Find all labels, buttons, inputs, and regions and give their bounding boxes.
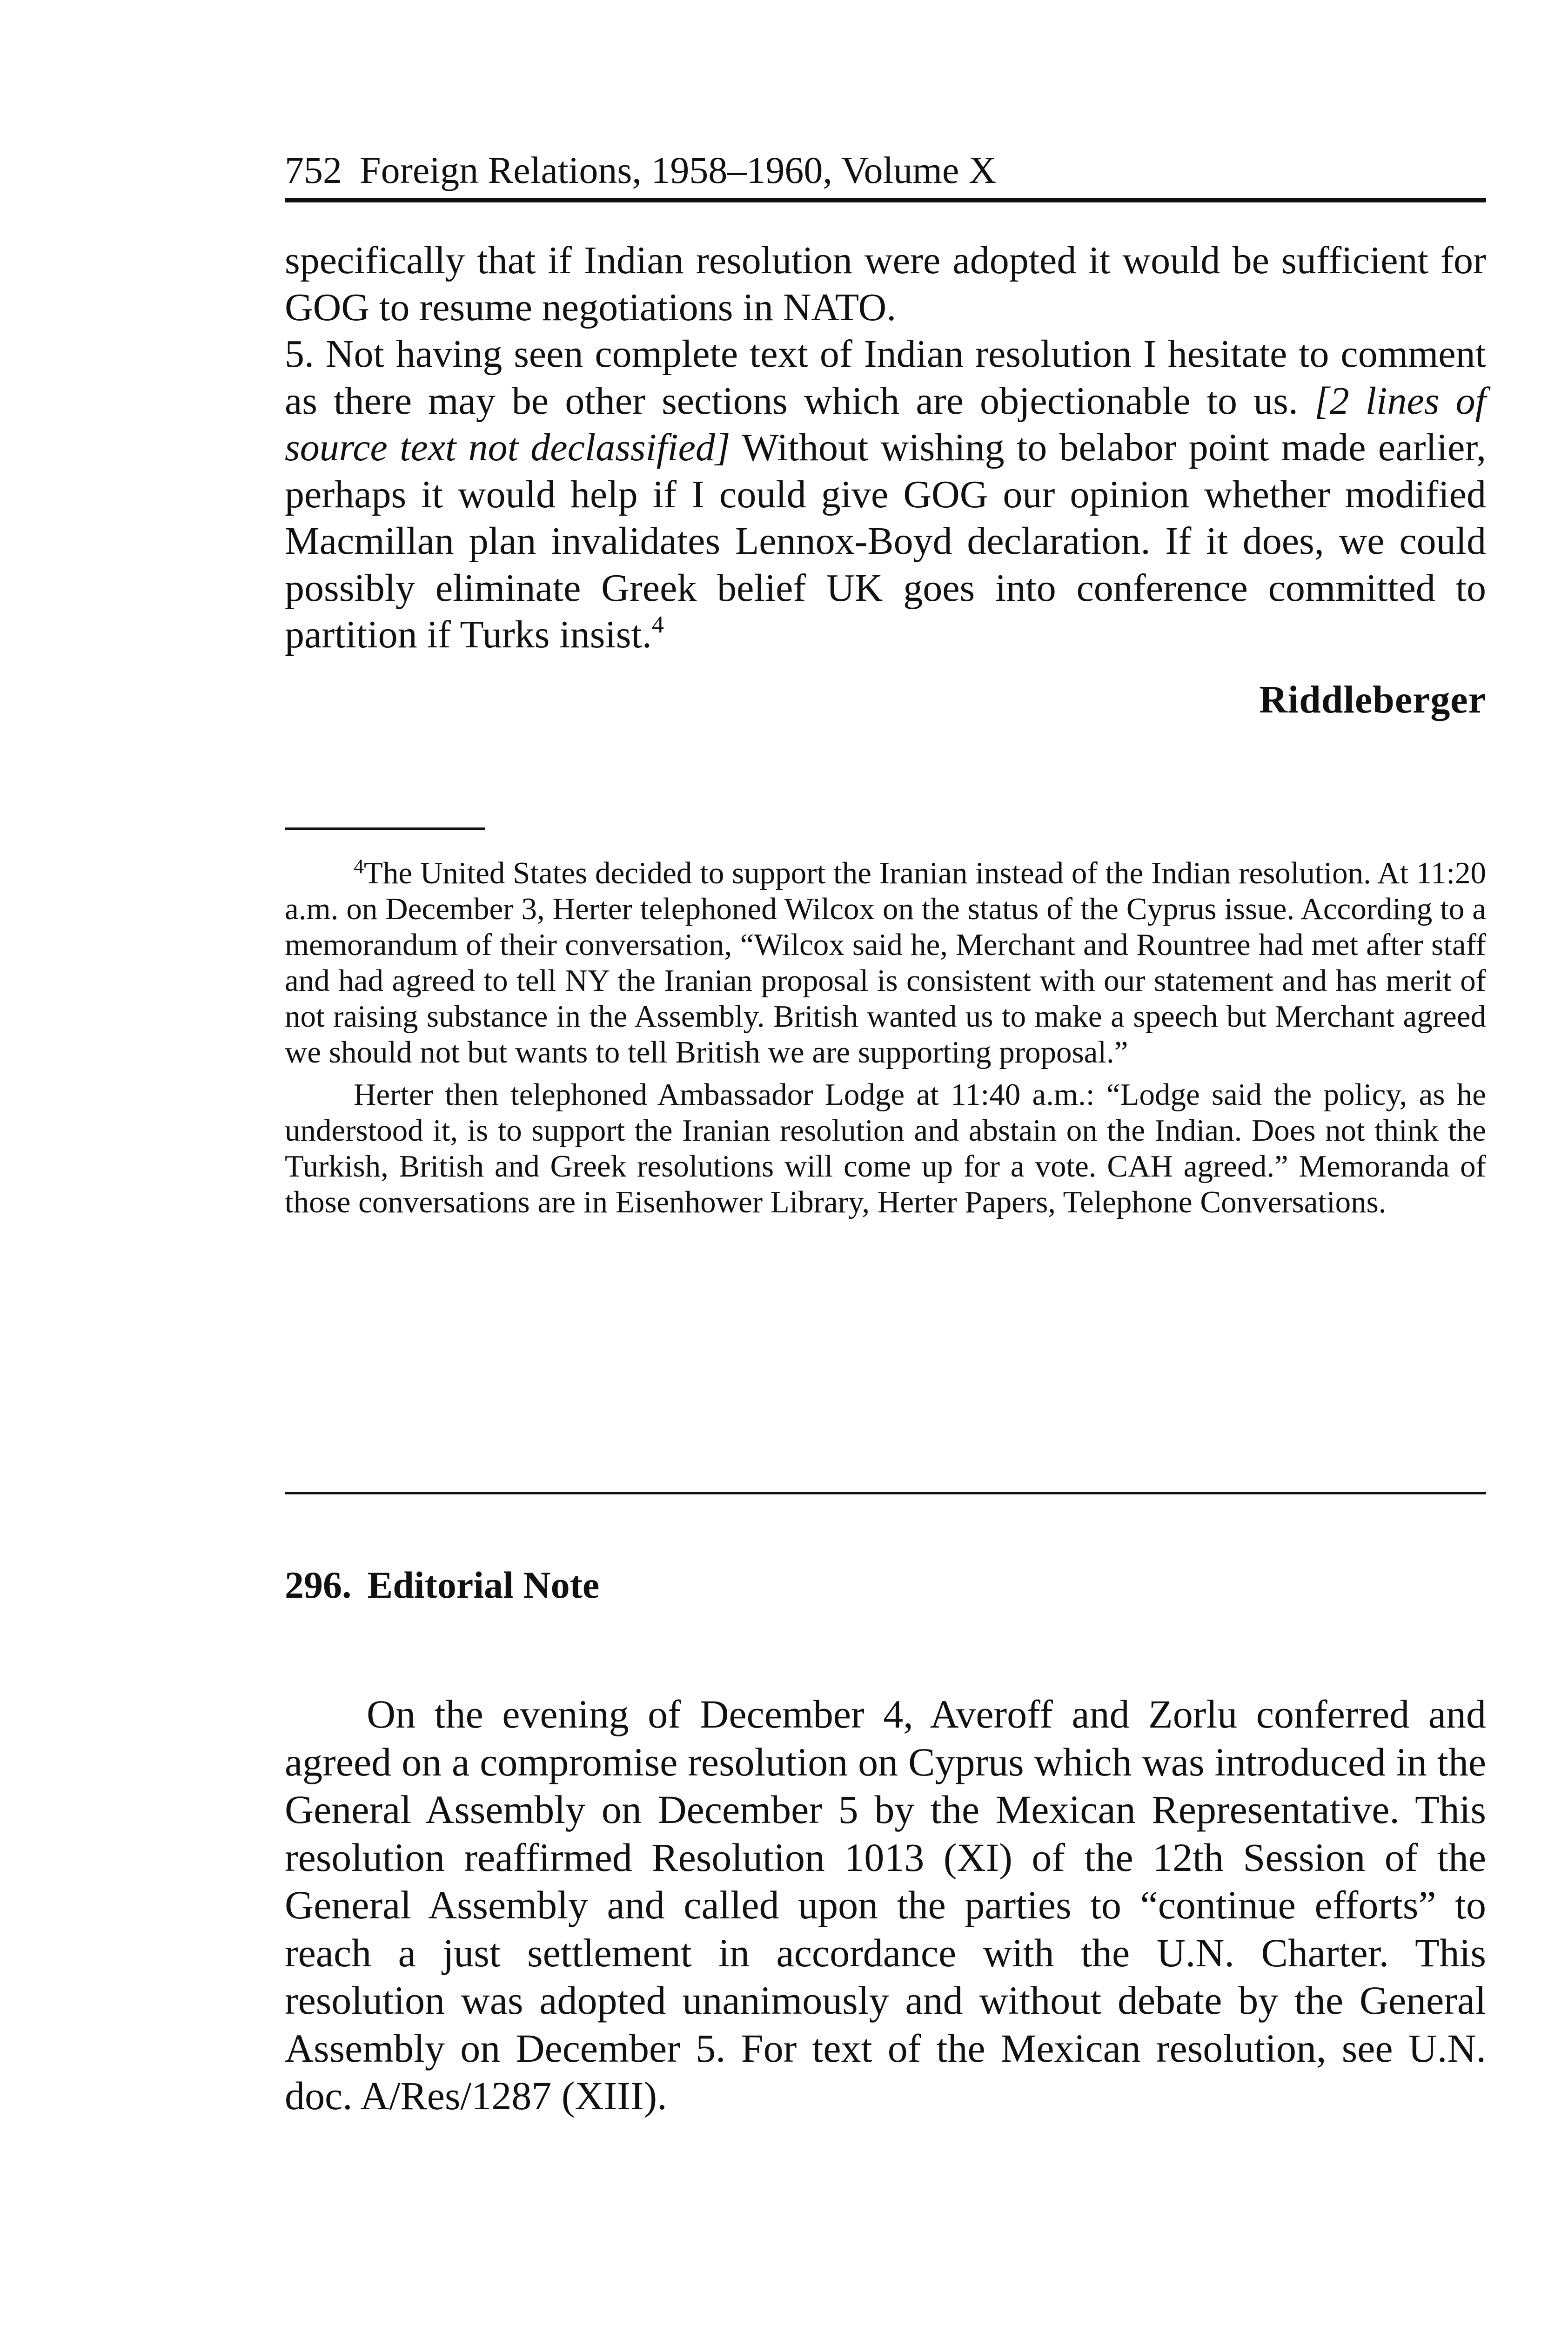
header-rule bbox=[285, 198, 1486, 202]
footnote-4-para-2: Herter then telephoned Ambassador Lodge at 11:40 a.m.: “Lodge said the policy, as he understood it, is to support the Iranian resolution and abstain on the Indian. Does not think the Turkish, British and Greek resolutions will come up for a vote. CAH agreed.” Memoranda of those conversations are in Eisenhower Library, Herter Papers, Telephone Conversations. bbox=[285, 1077, 1486, 1219]
volume-title: Foreign Relations, 1958–1960, Volume X bbox=[360, 149, 997, 191]
editorial-note-text: On the evening of December 4, Averoff and Zorlu conferred and agreed on a compromise resolution on Cyprus which was introduced in the General Assembly on December 5 by the Mexican Representative. This resolution reaffirmed Resolution 1013 (XI) of the 12th Session of the General Assembly and called upon the parties to “continue efforts” to reach a just settlement in accordance with the U.N. Charter. This resolution was adopted unanimously and without debate by the General Assembly on December 5. For text of the Mexican resolution, see U.N. doc. A/Res/1287 (XIII). bbox=[285, 1692, 1486, 2118]
footnotes bbox=[285, 855, 1486, 1227]
continuation-paragraph bbox=[285, 237, 1486, 331]
section-title: Editorial Note bbox=[367, 1564, 600, 1606]
signature: Riddleberger bbox=[1259, 678, 1486, 721]
section-divider bbox=[285, 1492, 1486, 1494]
continuation-text: specifically that if Indian resolution were adopted it would be sufficient for GOG to resume negotiations in NATO. bbox=[285, 239, 1486, 329]
item-5-continued: Without wishing to belabor point made earlier, perhaps it would help if I could give GOG our opinion whether modified Macmillan plan invalidates Lennox-Boyd declaration. If it does, we could possibly eliminate Greek belief UK goes into conference committed to partition if Turks insist. bbox=[285, 426, 1486, 656]
redaction-note: [2 lines of source text not declassified] bbox=[285, 379, 1486, 469]
footnote-reference: 4 bbox=[651, 612, 664, 638]
page-number: 752 bbox=[285, 149, 342, 191]
item-5-text: 5. Not having seen complete text of Indian resolution I hesitate to comment as there may be other sections which are objectionable to us. bbox=[285, 332, 1486, 423]
footnote-marker: 4 bbox=[354, 855, 364, 878]
footnote-4-para-1 bbox=[285, 855, 1486, 1070]
running-header bbox=[285, 147, 1486, 194]
footnote-4-text: The United States decided to support the Iranian instead of the Indian resolution. At 11:20 a.m. on December 3, Herter telephoned Wilcox on the status of the Cyprus issue. According to a memorandum of their conversation, “Wilcox said he, Merchant and Rountree had met after staff and had agreed to tell NY the Iranian proposal is consistent with our statement and has merit of not raising substance in the Assembly. British wanted us to make a speech but Merchant agreed we should not but wants to tell British we are supporting proposal.” bbox=[285, 856, 1486, 1069]
editorial-note-paragraph bbox=[285, 1690, 1486, 2120]
document-page bbox=[285, 0, 1486, 2327]
item-5-paragraph bbox=[285, 331, 1486, 659]
section-heading bbox=[285, 1562, 599, 1608]
section-number: 296. bbox=[285, 1564, 352, 1606]
footnote-rule bbox=[285, 827, 485, 830]
